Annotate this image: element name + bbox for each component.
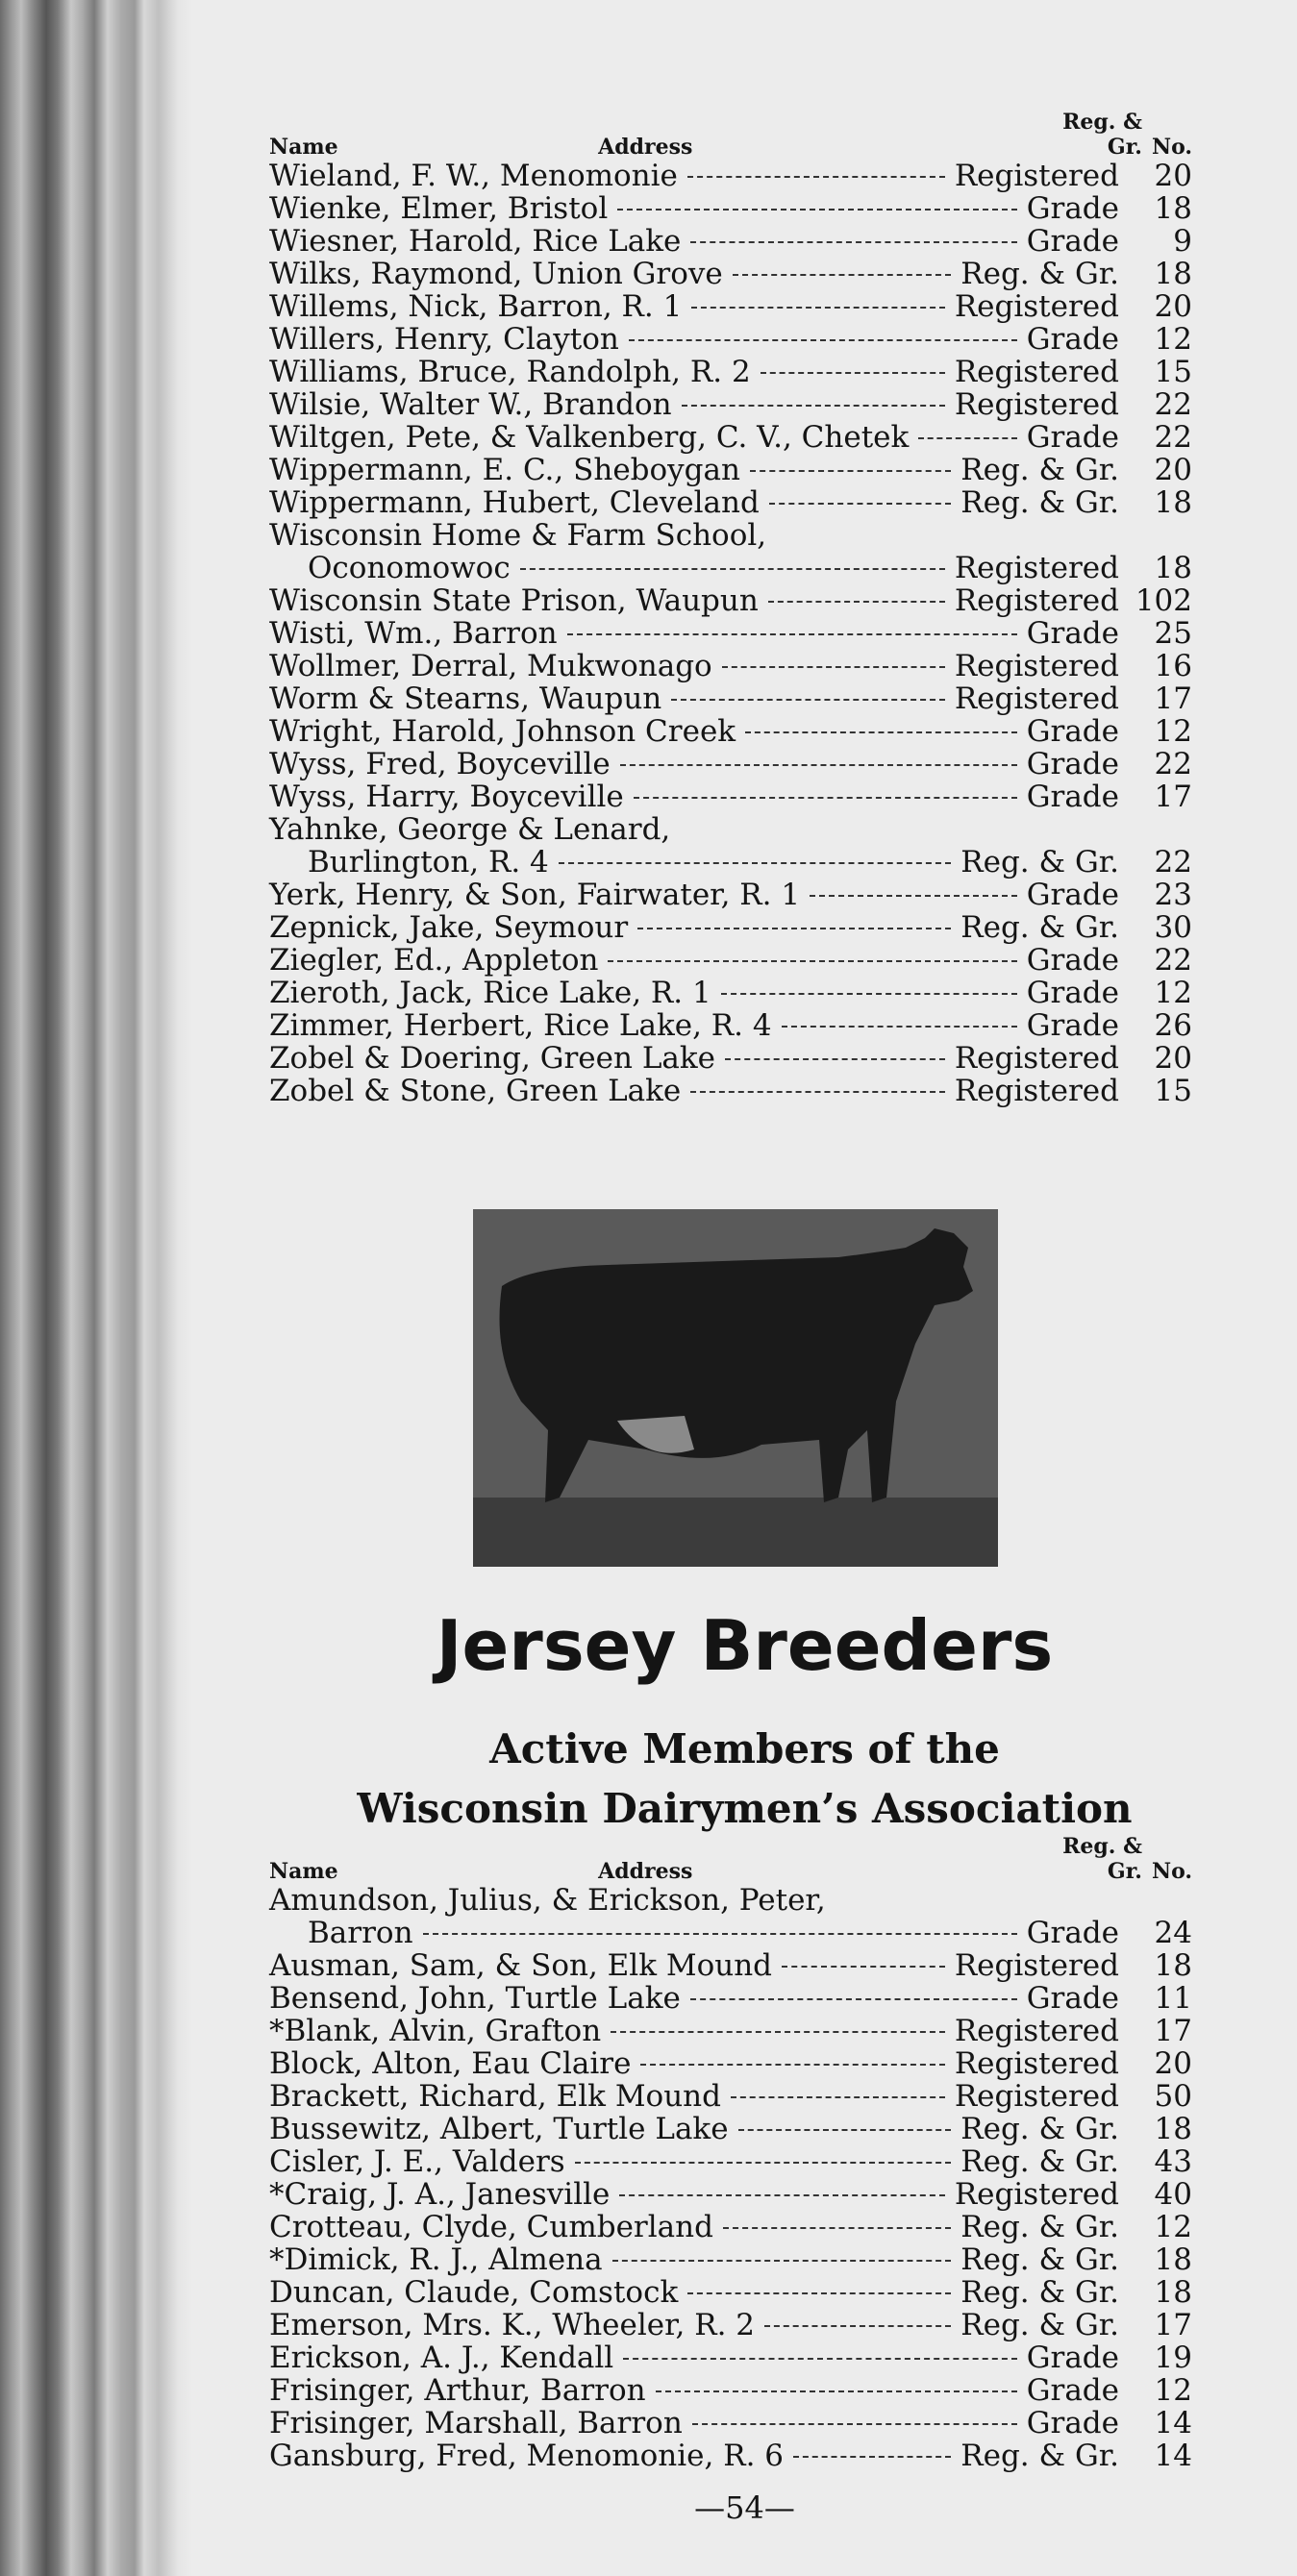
registration-type: Registered [954,551,1119,585]
col-name: Name [269,1859,338,1884]
herd-count: 20 [1154,1041,1192,1076]
leader-dots [733,274,952,276]
member-name: *Dimick, R. J., Almena [269,2242,603,2277]
member-name: Gansburg, Fred, Menomonie, R. 6 [269,2439,785,2473]
registration-type: Grade [1026,943,1119,978]
list-item [269,356,1211,388]
member-name: Oconomowoc [308,551,511,585]
leader-dots [793,2456,951,2458]
member-name: Wyss, Harry, Boyceville [269,780,624,814]
herd-count: 12 [1154,322,1192,357]
leader-dots [619,2194,944,2196]
herd-count: 11 [1154,1981,1192,2016]
list-item [269,2309,1211,2341]
member-name: Wilks, Raymond, Union Grove [269,257,723,291]
registration-type: Reg. & Gr. [960,845,1119,879]
list-item [269,879,1211,911]
member-name: Wisconsin Home & Farm School, [269,518,767,553]
leader-dots [918,437,1016,439]
registration-type: Grade [1026,976,1119,1010]
leader-dots [671,699,945,701]
registration-type: Grade [1026,1916,1119,1950]
herd-count: 15 [1154,355,1192,389]
herd-count: 15 [1154,1074,1192,1108]
registration-type: Registered [954,583,1119,618]
registration-type: Grade [1026,616,1119,651]
registration-type: Registered [954,1041,1119,1076]
list-item [269,486,1211,519]
registration-type: Grade [1026,1008,1119,1043]
registration-type: Registered [954,649,1119,683]
list-item [269,2407,1211,2440]
registration-type: Reg. & Gr. [960,2308,1119,2342]
member-name: Willers, Henry, Clayton [269,322,619,357]
registration-type: Registered [954,2177,1119,2212]
list-item [269,1949,1211,1982]
registration-type: Reg. & Gr. [960,485,1119,520]
member-name: Burlington, R. 4 [308,845,549,879]
herd-count: 43 [1154,2144,1192,2179]
list-item [269,2145,1211,2178]
member-name: Yerk, Henry, & Son, Fairwater, R. 1 [269,878,801,912]
herd-count: 12 [1154,976,1192,1010]
herd-count: 23 [1154,878,1192,912]
member-name: Erickson, A. J., Kendall [269,2341,614,2375]
leader-dots [810,895,1017,897]
registration-type: Grade [1026,780,1119,814]
registration-type: Grade [1026,2341,1119,2375]
member-name: Frisinger, Arthur, Barron [269,2373,646,2408]
member-name: Zimmer, Herbert, Rice Lake, R. 4 [269,1008,772,1043]
herd-count: 17 [1154,780,1192,814]
member-name: Barron [308,1916,413,1950]
registration-type: Reg. & Gr. [960,2144,1119,2179]
registration-type: Grade [1026,420,1119,455]
list-item [269,2374,1211,2407]
registration-type: Registered [954,387,1119,422]
herd-count: 18 [1154,191,1192,226]
member-name: Wilsie, Walter W., Brandon [269,387,672,422]
herd-count: 40 [1154,2177,1192,2212]
page-number: —54— [694,2489,795,2526]
cow-photo [473,1209,998,1567]
list-item [269,748,1211,780]
list-item [269,225,1211,258]
col-reg: Reg. & Gr. [1062,1834,1142,1884]
member-name: Crotteau, Clyde, Cumberland [269,2210,713,2244]
member-name: Bensend, John, Turtle Lake [269,1981,681,2016]
list-item [269,2243,1211,2276]
registration-type: Reg. & Gr. [960,2210,1119,2244]
leader-dots [725,1058,945,1060]
herd-count: 20 [1154,289,1192,324]
herd-count: 22 [1154,943,1192,978]
book-spine [0,0,192,2576]
registration-type: Registered [954,2014,1119,2048]
member-name: Zobel & Doering, Green Lake [269,1041,716,1076]
col-no: No. [1151,135,1193,160]
list-item [269,2211,1211,2243]
member-name: Duncan, Claude, Comstock [269,2275,679,2310]
list-item [269,584,1211,617]
registration-type: Reg. & Gr. [960,2242,1119,2277]
leader-dots [617,209,1016,211]
registration-type: Registered [954,289,1119,324]
registration-type: Registered [954,2046,1119,2081]
registration-type: Grade [1026,878,1119,912]
list-item [269,977,1211,1009]
column-header [269,110,1211,160]
leader-dots [612,2260,952,2262]
leader-dots [768,601,945,603]
leader-dots [520,568,945,570]
list-item [269,715,1211,748]
registration-type: Grade [1026,322,1119,357]
registration-type: Registered [954,681,1119,716]
leader-dots [692,2423,1017,2425]
section-title: Jersey Breeders [436,1605,1054,1686]
herd-count: 9 [1173,224,1192,259]
member-name: Wyss, Fred, Boyceville [269,747,611,781]
member-name: Worm & Stearns, Waupun [269,681,662,716]
herd-count: 18 [1154,2112,1192,2146]
herd-count: 18 [1154,485,1192,520]
subtitle-line-1: Active Members of the [489,1725,1000,1772]
list-item [269,1982,1211,2015]
registration-type: Reg. & Gr. [960,257,1119,291]
herd-count: 22 [1154,420,1192,455]
list-item [269,454,1211,486]
list-item [269,388,1211,421]
list-item [269,1009,1211,1042]
member-name: Wieland, F. W., Menomonie [269,159,678,193]
leader-dots [690,241,1016,243]
column-header [269,1834,1211,1884]
herd-count: 20 [1154,2046,1192,2081]
herd-count: 22 [1154,387,1192,422]
member-name: Ausman, Sam, & Son, Elk Mound [269,1948,773,1983]
herd-count: 26 [1154,1008,1192,1043]
list-item [269,1884,1211,1917]
registration-type: Reg. & Gr. [960,2112,1119,2146]
herd-count: 20 [1154,159,1192,193]
herd-count: 102 [1135,583,1192,618]
list-item [269,2440,1211,2472]
list-item [269,552,1211,584]
herd-count: 16 [1154,649,1192,683]
member-name: Amundson, Julius, & Erickson, Peter, [269,1883,826,1918]
leader-dots [769,503,951,505]
list-item [269,1075,1211,1107]
registration-type: Grade [1026,191,1119,226]
herd-count: 18 [1154,257,1192,291]
member-name: Wienke, Elmer, Bristol [269,191,609,226]
registration-type: Reg. & Gr. [960,453,1119,487]
leader-dots [690,1091,945,1093]
list-item [269,519,1211,552]
herd-count: 19 [1154,2341,1192,2375]
list-item [269,421,1211,454]
herd-count: 18 [1154,1948,1192,1983]
herd-count: 14 [1154,2406,1192,2440]
member-name: Wiesner, Harold, Rice Lake [269,224,682,259]
list-item [269,2113,1211,2145]
leader-dots [620,764,1017,766]
herd-count: 22 [1154,747,1192,781]
leader-dots [608,960,1016,962]
list-item [269,290,1211,323]
member-name: Zobel & Stone, Green Lake [269,1074,682,1108]
registration-type: Grade [1026,1981,1119,2016]
herd-count: 12 [1154,2210,1192,2244]
leader-dots [691,307,945,309]
member-name: Williams, Bruce, Randolph, R. 2 [269,355,751,389]
leader-dots [559,862,952,864]
list-item [269,2341,1211,2374]
leader-dots [629,339,1017,341]
list-item [269,160,1211,192]
herd-count: 50 [1154,2079,1192,2114]
herd-count: 30 [1154,910,1192,945]
leader-dots [637,928,951,929]
member-name: Cisler, J. E., Valders [269,2144,565,2179]
list-item [269,846,1211,879]
list-item [269,258,1211,290]
subtitle-line-2: Wisconsin Dairymen’s Association [357,1785,1133,1832]
col-no: No. [1151,1859,1193,1884]
herd-count: 18 [1154,2242,1192,2277]
registration-type: Grade [1026,2406,1119,2440]
list-item [269,650,1211,682]
leader-dots [745,731,1017,733]
registration-type: Registered [954,159,1119,193]
registration-type: Grade [1026,224,1119,259]
leader-dots [656,2390,1017,2392]
leader-dots [761,372,945,374]
member-name: Wiltgen, Pete, & Valkenberg, C. V., Chetek [269,420,910,455]
leader-dots [682,405,945,407]
col-address: Address [598,135,693,160]
list-item [269,2080,1211,2113]
col-name: Name [269,135,338,160]
leader-dots [782,1966,945,1968]
herd-count: 17 [1154,2014,1192,2048]
herd-count: 12 [1154,2373,1192,2408]
leader-dots [634,797,1017,799]
list-item [269,323,1211,356]
herd-count: 18 [1154,551,1192,585]
leader-dots [623,2358,1017,2360]
leader-dots [722,666,945,668]
col-address: Address [598,1859,693,1884]
leader-dots [750,470,951,472]
member-name: Wollmer, Derral, Mukwonago [269,649,712,683]
leader-dots [731,2096,945,2098]
list-item [269,617,1211,650]
registration-type: Grade [1026,747,1119,781]
list-item [269,2047,1211,2080]
herd-count: 17 [1154,681,1192,716]
member-name: Zepnick, Jake, Seymour [269,910,629,945]
registration-type: Registered [954,355,1119,389]
herd-count: 12 [1154,714,1192,749]
registration-type: Reg. & Gr. [960,910,1119,945]
member-name: Wippermann, E. C., Sheboygan [269,453,740,487]
member-name: *Craig, J. A., Janesville [269,2177,611,2212]
registration-type: Grade [1026,2373,1119,2408]
leader-dots [738,2129,952,2131]
registration-type: Reg. & Gr. [960,2275,1119,2310]
member-name: Frisinger, Marshall, Barron [269,2406,683,2440]
col-reg: Reg. & Gr. [1062,110,1142,160]
list-item [269,682,1211,715]
registration-type: Registered [954,2079,1119,2114]
leader-dots [782,1026,1017,1028]
registration-type: Registered [954,1948,1119,1983]
leader-dots [567,633,1017,635]
list-item [269,2015,1211,2047]
herd-count: 25 [1154,616,1192,651]
member-name: Ziegler, Ed., Appleton [269,943,599,978]
leader-dots [721,993,1017,995]
member-name: Wright, Harold, Johnson Creek [269,714,736,749]
member-name: Zieroth, Jack, Rice Lake, R. 1 [269,976,711,1010]
member-name: *Blank, Alvin, Grafton [269,2014,602,2048]
member-name: Willems, Nick, Barron, R. 1 [269,289,683,324]
list-item [269,1917,1211,1949]
list-item [269,911,1211,944]
registration-type: Reg. & Gr. [960,2439,1119,2473]
leader-dots [690,1998,1017,2000]
list-item [269,944,1211,977]
leader-dots [687,176,945,178]
list-item [269,2276,1211,2309]
herd-count: 14 [1154,2439,1192,2473]
herd-count: 22 [1154,845,1192,879]
member-name: Block, Alton, Eau Claire [269,2046,632,2081]
member-list-1 [269,110,1211,1108]
member-name: Brackett, Richard, Elk Mound [269,2079,721,2114]
member-name: Wippermann, Hubert, Cleveland [269,485,760,520]
leader-dots [575,2162,952,2164]
list-item [269,780,1211,813]
member-name: Wisti, Wm., Barron [269,616,558,651]
member-name: Wisconsin State Prison, Waupun [269,583,759,618]
leader-dots [764,2325,951,2327]
list-item [269,1042,1211,1075]
herd-count: 17 [1154,2308,1192,2342]
leader-dots [423,1933,1017,1935]
registration-type: Registered [954,1074,1119,1108]
leader-dots [640,2064,944,2066]
list-item [269,2178,1211,2211]
member-list-2 [269,1834,1211,2473]
list-item [269,192,1211,225]
herd-count: 24 [1154,1916,1192,1950]
registration-type: Grade [1026,714,1119,749]
list-item [269,813,1211,846]
herd-count: 18 [1154,2275,1192,2310]
member-name: Emerson, Mrs. K., Wheeler, R. 2 [269,2308,756,2342]
leader-dots [611,2031,945,2033]
leader-dots [687,2292,951,2294]
herd-count: 20 [1154,453,1192,487]
leader-dots [723,2227,951,2229]
member-name: Yahnke, George & Lenard, [269,812,671,847]
member-name: Bussewitz, Albert, Turtle Lake [269,2112,729,2146]
